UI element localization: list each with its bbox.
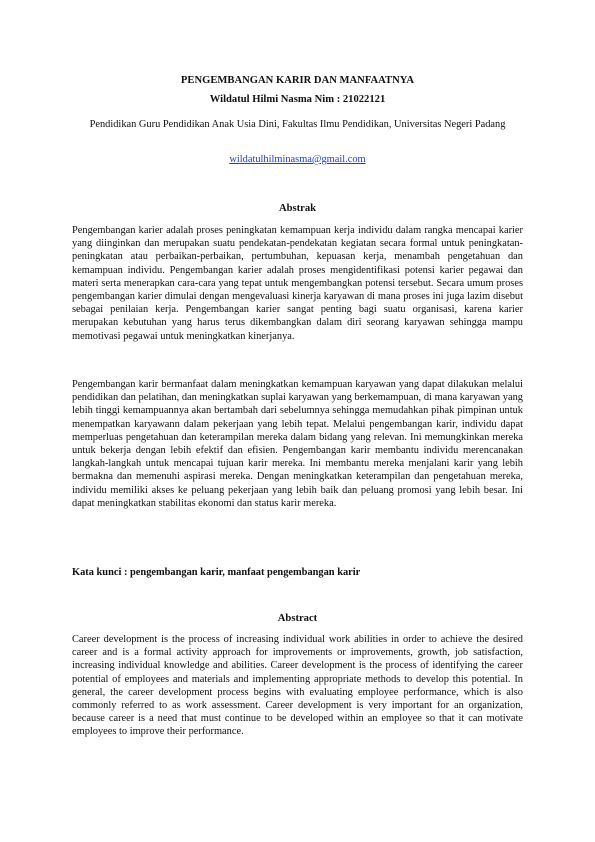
abstract-heading: Abstract (277, 613, 318, 624)
email-link[interactable]: wildatulhilminasma@gmail.com (229, 154, 366, 165)
abstract-paragraph: Career development is the process of increasing individual work abilities in order to achieve the desired career and is a formal activity approach for improvements or improvements, growth, job satisfaction, increasing individual knowledge and abilities. Career development is the process of identifying the career potential of employees and materials and implementing appropriate methods to develop this potential. In general, the career development process begins with evaluating employee performance, which is also commonly referred to as work assessment. Career development is very important for an organization, because career is a need that must continue to be developed within an employee so that it can motivate employees to improve their performance. (72, 634, 523, 738)
abstrak-paragraph-1: Pengembangan karier adalah proses peningkatan kemampuan kerja individu dalam rangka mencapai karier yang diinginkan dan merupakan suatu pendekatan-pendekatan kegiatan secara formal untuk peningkatan-peningkatan atau perbaikan-perbaikan, pertumbuhan, kepuasan kerja, menambah pengetahuan dan kemampuan individu. Pengembangan karier adalah proses mengidentifikasi potensi karier pegawai dan materi serta menerapkan cara-cara yang tepat untuk mengembangkan potensi tersebut. Secara umum proses pengembangan karier dimulai dengan mengevaluasi kinerja karyawan di mana proses ini juga lazim disebut sebagai penilaian kerja. Pengembangan karier sangat penting bagi suatu organisasi, karena karier merupakan kebutuhan yang harus terus dikembangkan dalam diri seorang karyawan sehingga mampu memotivasi pegawai untuk meningkatkan kinerjanya. (72, 225, 523, 342)
email-line (0, 153, 595, 166)
abstrak-paragraph-2: Pengembangan karir bermanfaat dalam meningkatkan kemampuan karyawan yang dapat dilakukan melalui pendidikan dan pelatihan, dan meningkatkan suplai karyawan yang berkemampuan, di mana karyawan yang lebih tinggi kemampuannya akan bertambah dari sebelumnya sehingga memudahkan pihak pimpinan untuk menempatkan karyawann dalam pekerjaan yang lebih tepat. Melalui pengembangan karir, individu dapat memperluas pengetahuan dan keterampilan mereka dalam bidang yang relevan. Ini memungkinkan mereka untuk bekerja dengan lebih efektif dan efisien. Pengembangan karir membantu individu merencanakan langkah-langkah untuk mencapai tujuan karir mereka. Ini membantu mereka menjalani karir yang lebih bermakna dan memenuhi aspirasi mereka. Dengan meningkatkan keterampilan dan pengetahuan mereka, individu memiliki akses ke peluang pekerjaan yang lebih baik dan peluang promosi yang lebih besar. Ini dapat meningkatkan stabilitas ekonomi dan status karir mereka. (72, 379, 523, 509)
keywords-line: Kata kunci : pengembangan karir, manfaat pengembangan karir (72, 567, 361, 578)
affiliation: Pendidikan Guru Pendidikan Anak Usia Dini, Fakultas Ilmu Pendidikan, Universitas Negeri Padang (89, 119, 506, 130)
abstrak-heading: Abstrak (278, 203, 317, 214)
paper-title: PENGEMBANGAN KARIR DAN MANFAATNYA (180, 75, 415, 86)
author-line: Wildatul Hilmi Nasma Nim : 21022121 (209, 94, 386, 105)
